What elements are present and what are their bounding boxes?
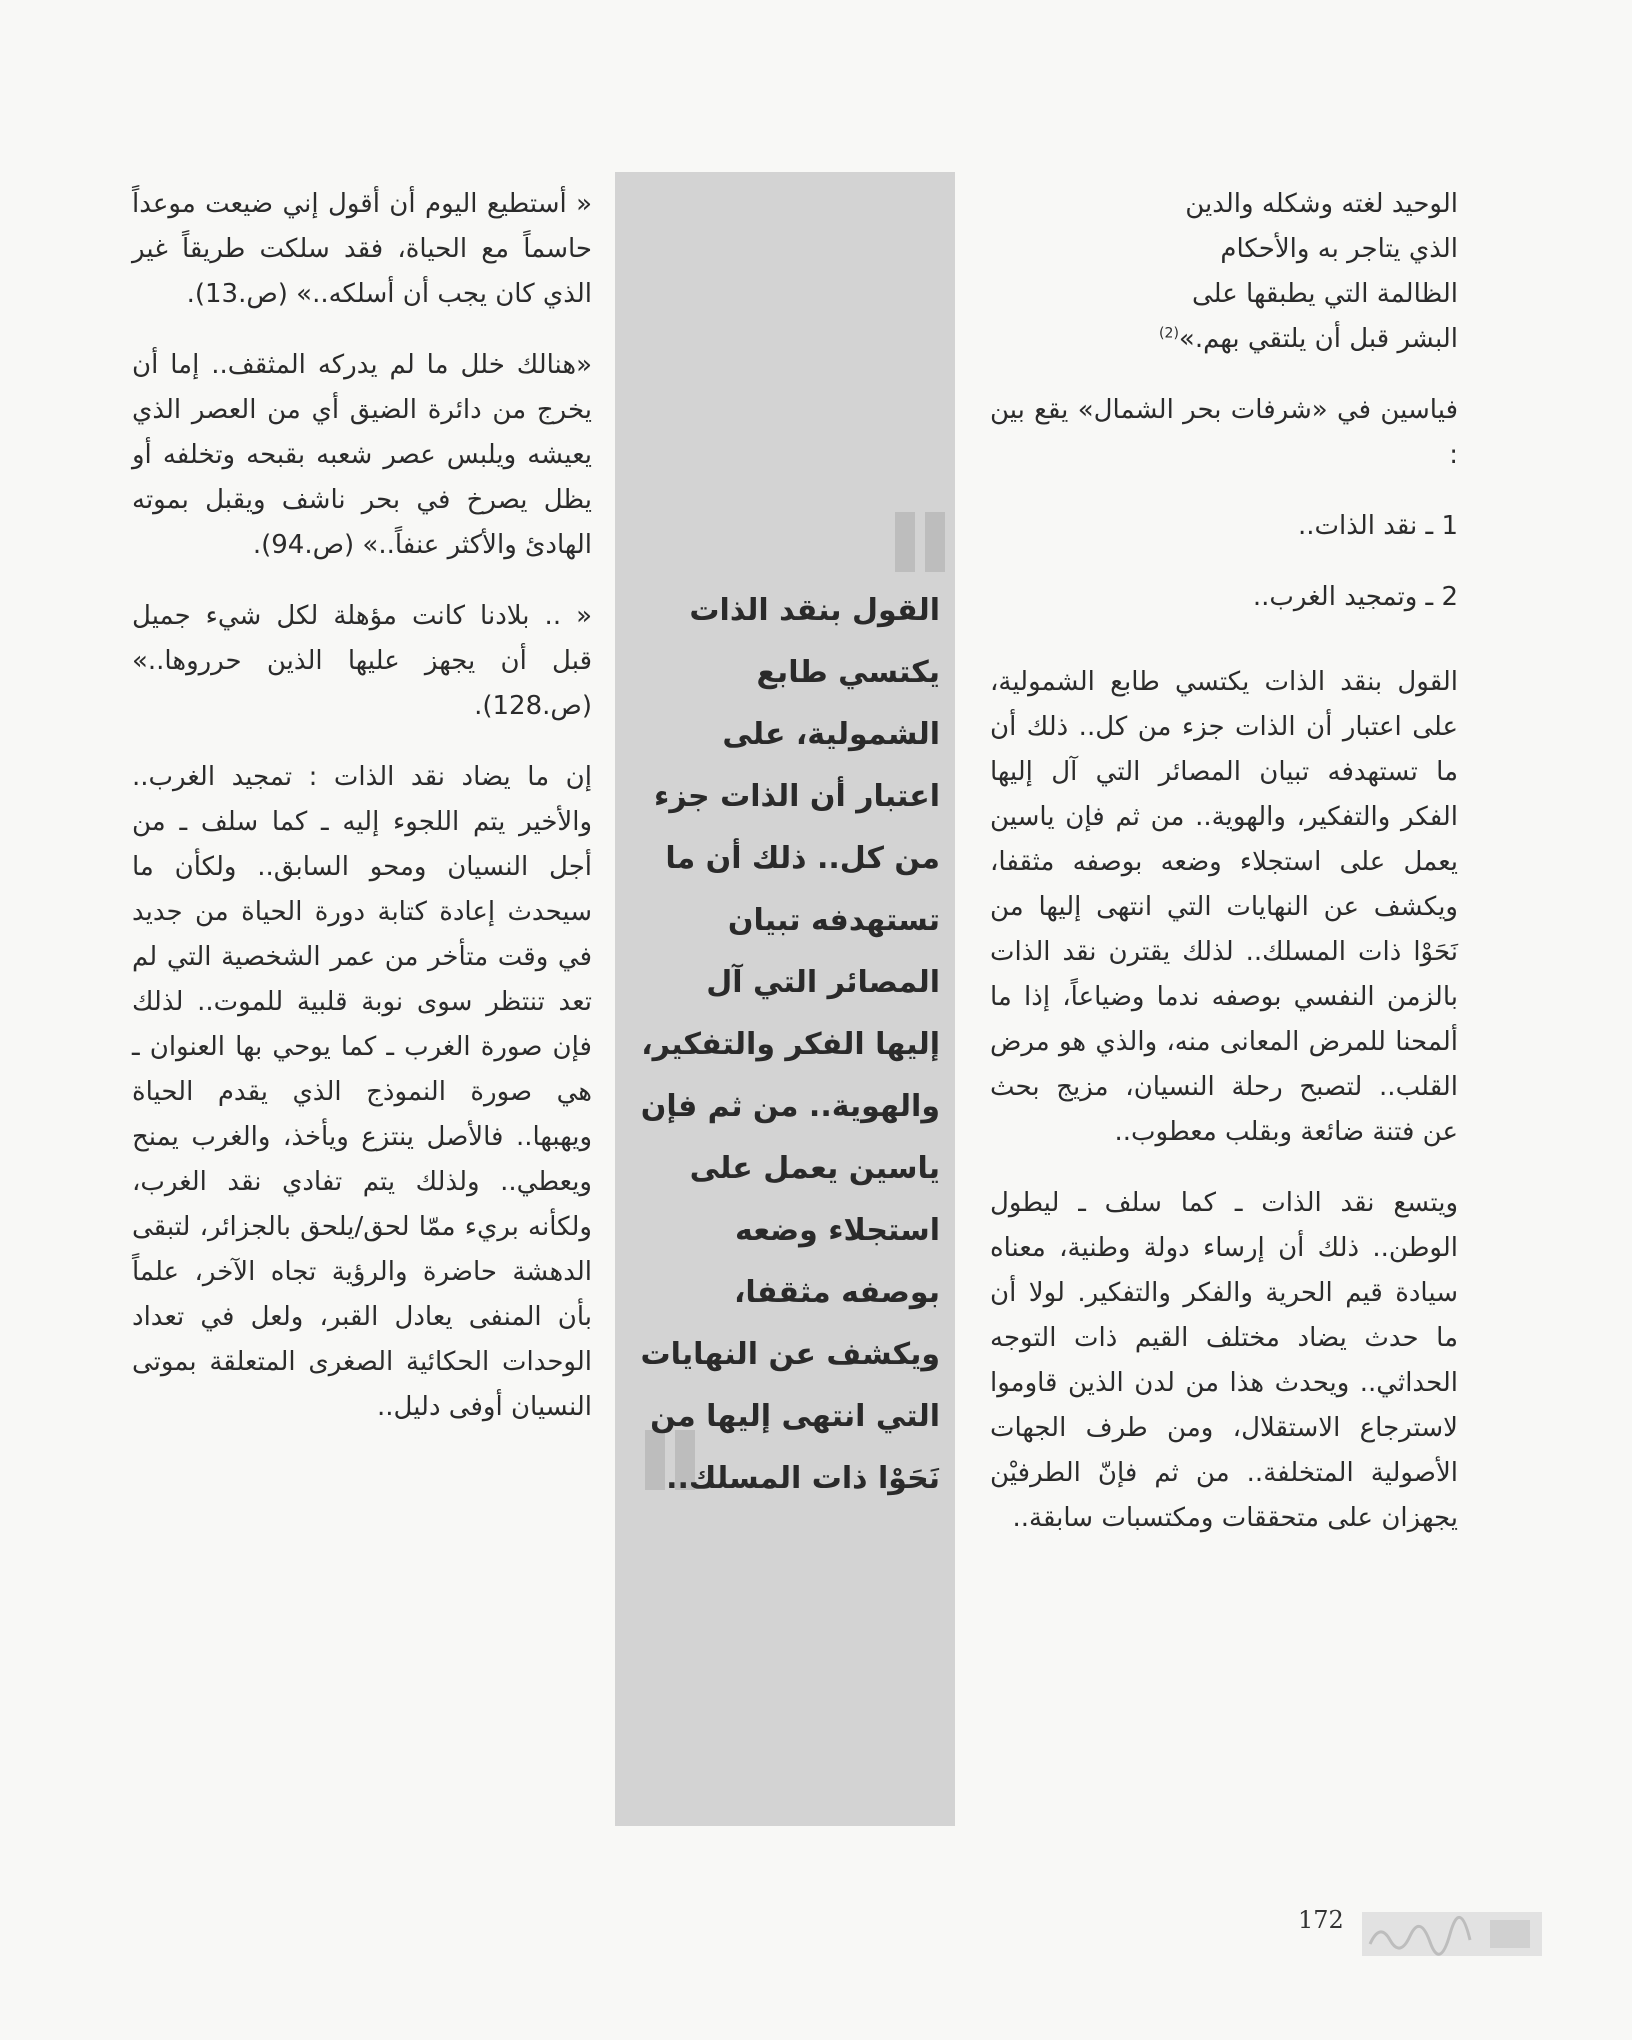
- pull-quote-text: القول بنقد الذات يكتسي طابع الشمولية، على اعتبار أن الذات جزء من كل.. ذلك أن ما تستهدفه تبيان المصائر التي آل إليها الفكر والتفكير، والهوية.. من ثم فإن ياسين يعمل على استجلاء وضعه بوصفه مثقفا، ويكشف عن النهايات التي انتهى إليها من نَحَوْا ذات المسلك..: [640, 593, 940, 1496]
- continued-quote: [990, 182, 1458, 362]
- body-paragraph: إن ما يضاد نقد الذات : تمجيد الغرب.. والأخير يتم اللجوء إليه ـ كما سلف ـ من أجل النسيان ومحو السابق.. ولكأن ما سيحدث إعادة كتابة دورة الحياة من جديد في وقت متأخر من عمر الشخصية التي لم تعد تنتظر سوى نوبة قلبية للموت.. لذلك فإن صورة الغرب ـ كما يوحي بها العنوان ـ هي صورة النموذج الذي يقدم الحياة ويهبها.. فالأصل ينتزع ويأخذ، والغرب يمنح ويعطي.. ولذلك يتم تفادي نقد الغرب، ولكأنه بريء ممّا لحق/يلحق بالجزائر، لتبقى الدهشة حاضرة والرؤية تجاه الآخر، علماً بأن المنفى يعادل القبر، ولعل في تعداد الوحدات الحكائية الصغرى المتعلقة بموتى النسيان أوفى دليل..: [132, 762, 592, 1422]
- cited-quote: «هنالك خلل ما لم يدركه المثقف.. إما أن يخرج من دائرة الضيق أي من العصر الذي يعيشه ويلبس عصر شعبه بقبحه وتخلفه أو يظل يصرخ في بحر ناشف ويقبل بموته الهادئ والأكثر عنفاً..» (ص.94).: [132, 350, 592, 560]
- body-paragraph: القول بنقد الذات يكتسي طابع الشمولية، على اعتبار أن الذات جزء من كل.. ذلك أن ما تستهدفه تبيان المصائر التي آل إليها الفكر والتفكير، والهوية.. من ثم فإن ياسين يعمل على استجلاء وضعه بوصفه مثقفا، ويكشف عن النهايات التي انتهى إليها من نَحَوْا ذات المسلك.. لذلك يقترن نقد الذات بالزمن النفسي بوصفه ندما وضياعاً، إذا ما ألمحنا للمرض المعانى منه، والذي هو مرض القلب.. لتصبح رحلة النسيان، مزيج بحث عن فتنة ضائعة وبقلب معطوب..: [990, 667, 1458, 1147]
- quote-line: الوحيد لغته وشكله والدين: [1185, 189, 1458, 219]
- intro-paragraph: فياسين في «شرفات بحر الشمال» يقع بين :: [990, 395, 1458, 470]
- quote-line: الظالمة التي يطبقها على: [1191, 279, 1458, 309]
- numbered-list: [990, 504, 1458, 620]
- quote-mark-open-icon: [925, 512, 945, 572]
- quote-line: الذي يتاجر به والأحكام: [1220, 234, 1458, 264]
- body-paragraph: ويتسع نقد الذات ـ كما سلف ـ ليطول الوطن.. ذلك أن إرساء دولة وطنية، معناه سيادة قيم الحرية والفكر والتفكير. لولا أن ما حدث يضاد مختلف القيم ذات التوجه الحداثي.. ويحدث هذا من لدن الذين قاوموا لاسترجاع الاستقلال، ومن طرف الجهات الأصولية المتخلفة.. من ثم فإنّ الطرفيْن يجهزان على متحققات ومكتسبات سابقة..: [990, 1188, 1458, 1533]
- list-item: 1 ـ نقد الذات..: [1297, 511, 1458, 541]
- footnote-marker: (2): [1159, 325, 1179, 342]
- cited-quote: « أستطيع اليوم أن أقول إني ضيعت موعداً حاسماً مع الحياة، فقد سلكت طريقاً غير الذي كان يجب أن أسلكه..» (ص.13).: [132, 189, 592, 309]
- page-number: 172: [1298, 1906, 1344, 1934]
- right-text-column: [990, 182, 1458, 1567]
- cited-quote: « .. بلادنا كانت مؤهلة لكل شيء جميل قبل أن يجهز عليها الذين حرروها..» (ص.128).: [132, 601, 592, 721]
- quote-mark-open-icon: [895, 512, 915, 572]
- magazine-logo-icon: [1362, 1912, 1542, 1956]
- quote-line: البشر قبل أن يلتقي بهم.»: [1178, 324, 1458, 354]
- list-item: 2 ـ وتمجيد الغرب..: [1252, 582, 1458, 612]
- left-text-column: [132, 182, 592, 1456]
